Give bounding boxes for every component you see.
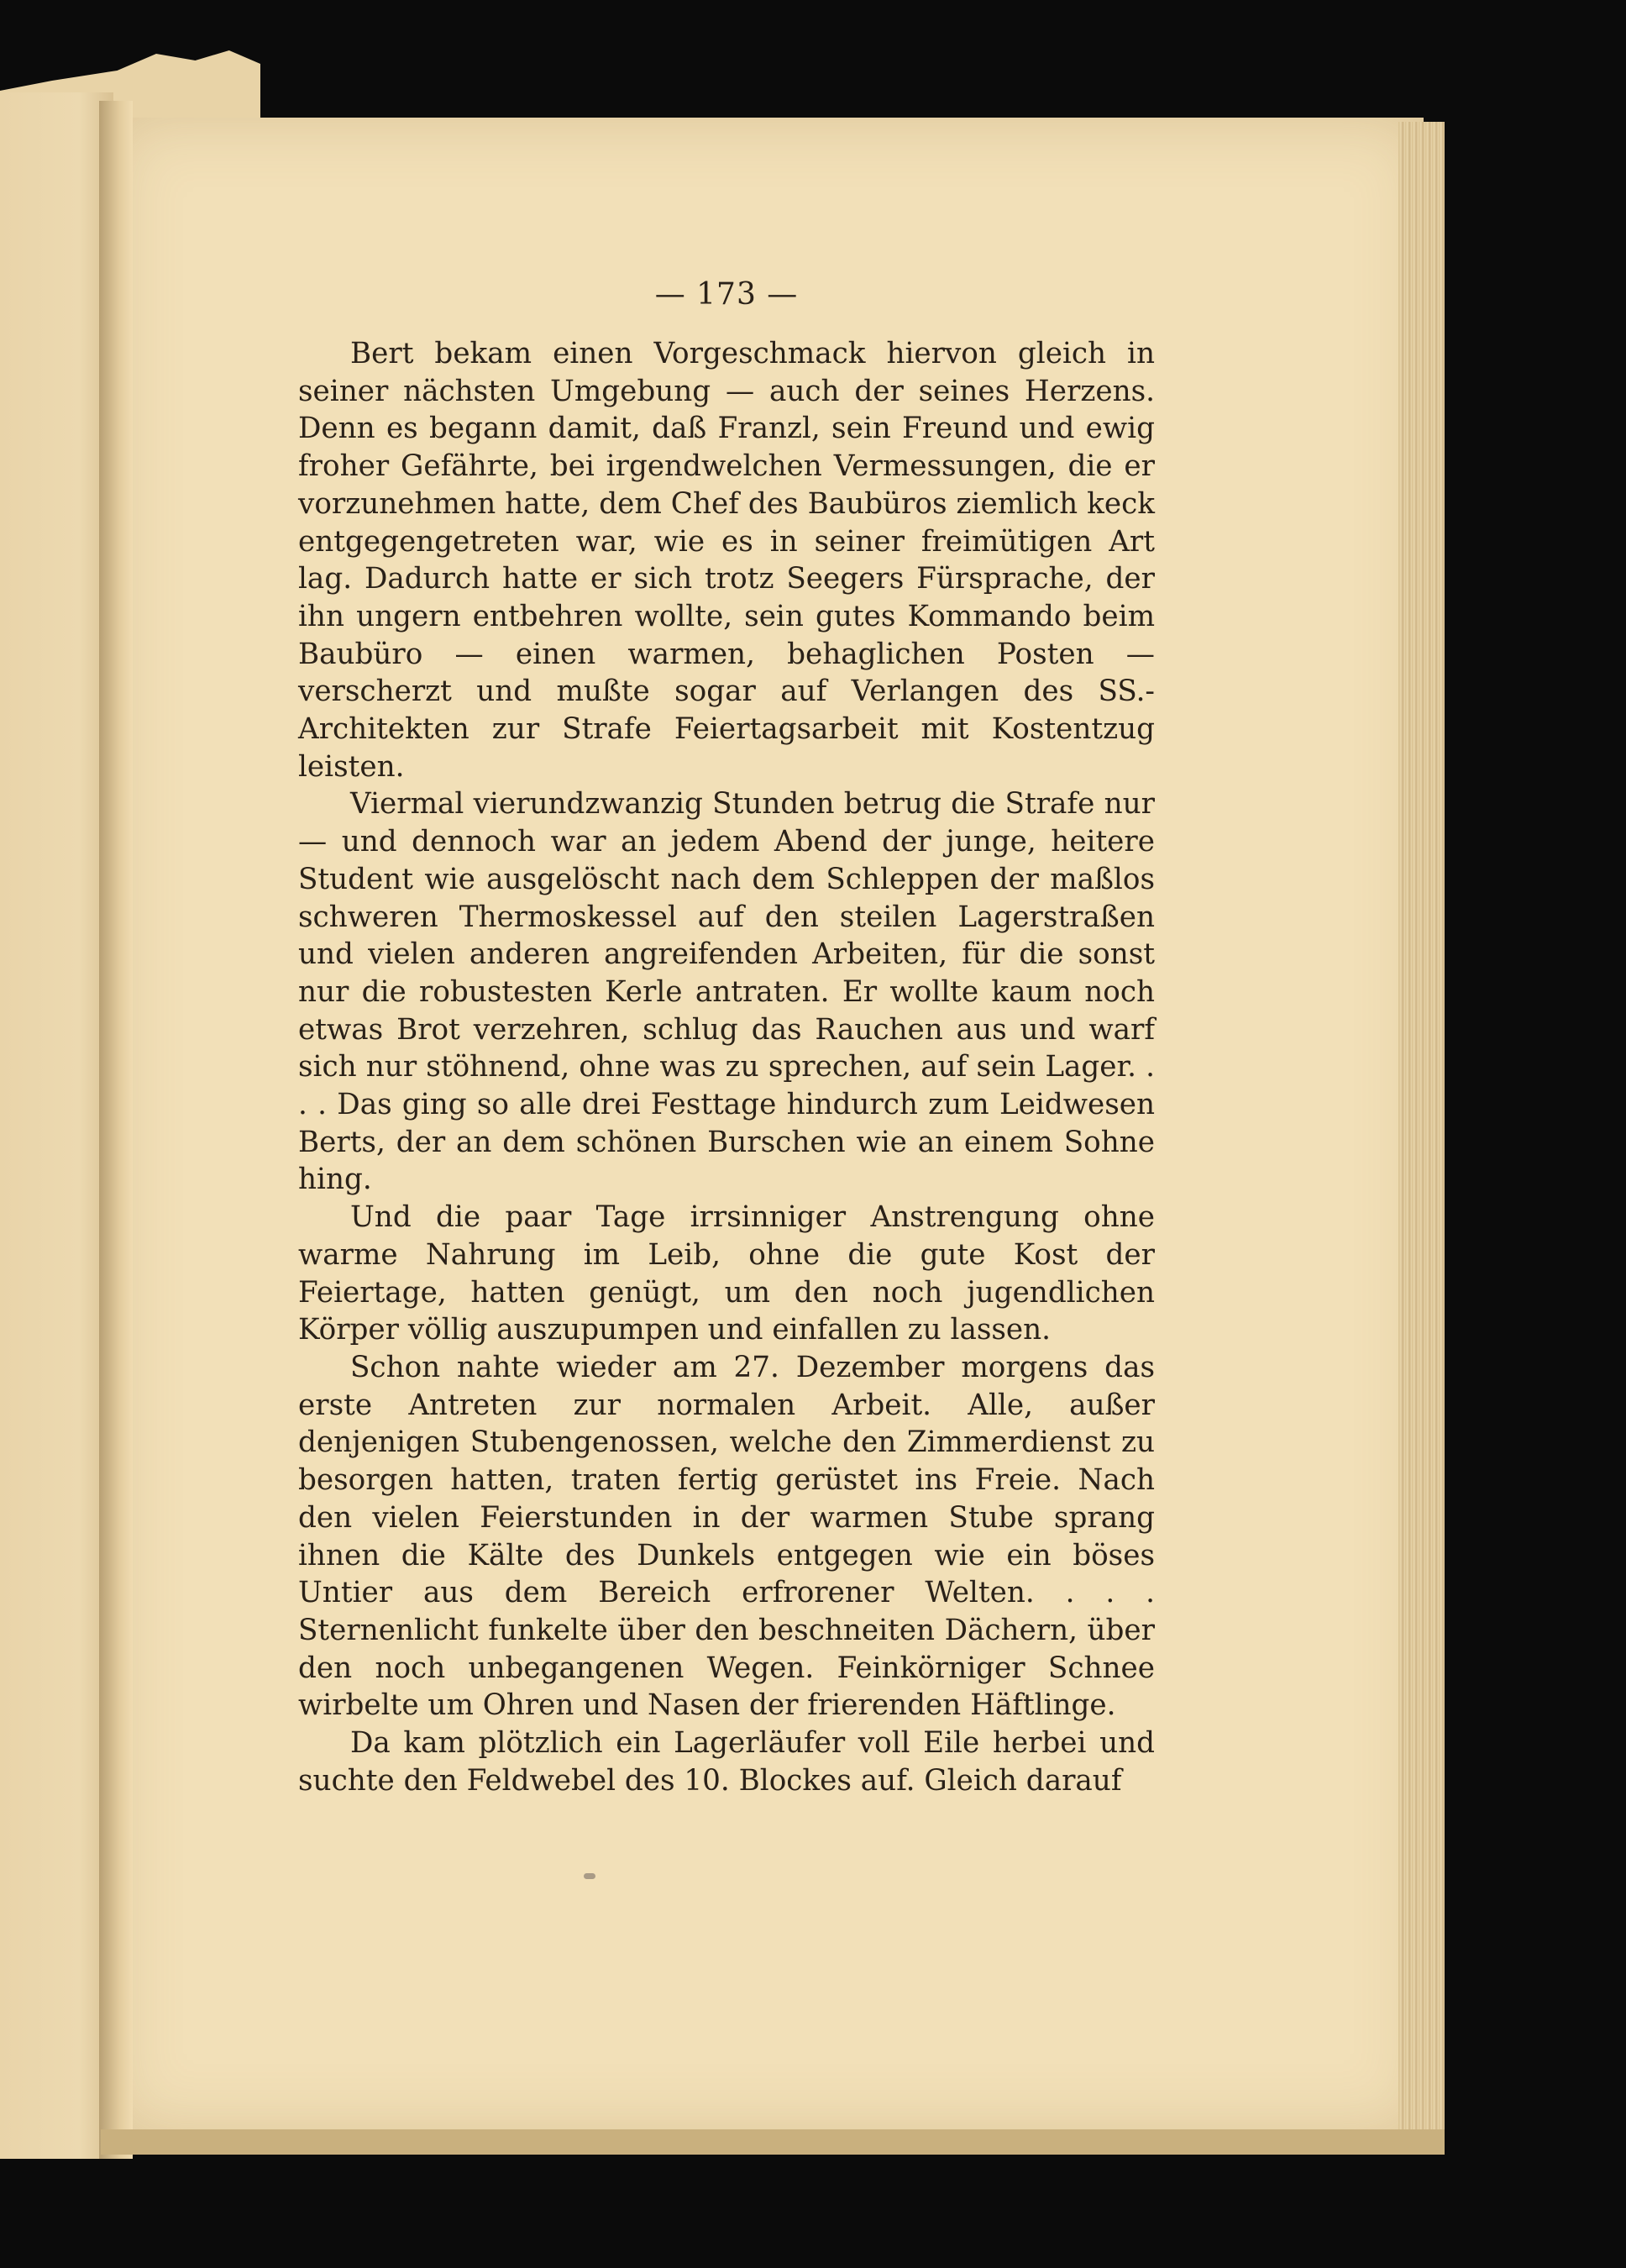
paragraph: Schon nahte wieder am 27. Dezember morgens das erste Antreten zur normalen Arbeit. Alle, außer denjenigen Stubengenossen, welche den Zimmerdienst zu besorgen hatten, traten fertig gerüstet ins Freie. Nach den vielen Feierstunden in der warmen Stube sprang ihnen die Kälte des Dunkels entgegen wie ein böses Untier aus dem Bereich erfrorener Welten. . . . Sternenlicht funkelte über den beschneiten Dächern, über den noch unbegangenen Wegen. Feinkörniger Schnee wirbelte um Ohren und Nasen der frierenden Häftlinge. — [298, 1350, 1155, 1723]
bottom-board-edge — [101, 2129, 1445, 2155]
paragraph: Da kam plötzlich ein Lagerläufer voll Eile herbei und suchte den Feldwebel des 10. Blockes auf. Gleich darauf — [298, 1726, 1155, 1798]
page-stack-edge — [1398, 122, 1445, 2138]
left-facing-page — [0, 92, 113, 2159]
ink-speck — [584, 1873, 595, 1879]
paragraph: Und die paar Tage irrsinniger Anstrengung ohne warme Nahrung im Leib, ohne die gute Kost der Feiertage, hatten genügt, um den noch jugendlichen Körper völlig auszupumpen und einfallen zu lassen. — [298, 1200, 1155, 1347]
paragraph: Viermal vierundzwanzig Stunden betrug die Strafe nur — und dennoch war an jedem Abend der junge, heitere Student wie ausgelöscht nach dem Schleppen der maßlos schweren Thermoskessel auf den steilen Lagerstraßen und vielen anderen angreifenden Arbeiten, für die sonst nur die robustesten Kerle antraten. Er wollte kaum noch etwas Brot verzehren, schlug das Rauchen aus und warf sich nur stöhnend, ohne was zu sprechen, auf sein Lager. . . . Das ging so alle drei Festtage hindurch zum Leidwesen Berts, der an dem schönen Burschen wie an einem Sohne hing. — [298, 787, 1155, 1197]
paragraph: Bert bekam einen Vorgeschmack hiervon gleich in seiner nächsten Umgebung — auch der seines Herzens. Denn es begann damit, daß Franzl, sein Freund und ewig froher Gefährte, bei irgendwelchen Vermessungen, die er vorzunehmen hatte, dem Chef des Baubüros ziemlich keck entgegengetreten war, wie es in seiner freimütigen Art lag. Dadurch hatte er sich trotz Seegers Fürsprache, der ihn ungern entbehren wollte, sein gutes Kommando beim Baubüro — einen warmen, behaglichen Posten — verscherzt und mußte sogar auf Verlangen des SS.-Architekten zur Strafe Feiertagsarbeit mit Kostentzug leisten. — [298, 337, 1155, 784]
book-gutter — [99, 101, 133, 2159]
page-number: — 173 — — [654, 277, 799, 312]
page-content — [298, 277, 1155, 1799]
